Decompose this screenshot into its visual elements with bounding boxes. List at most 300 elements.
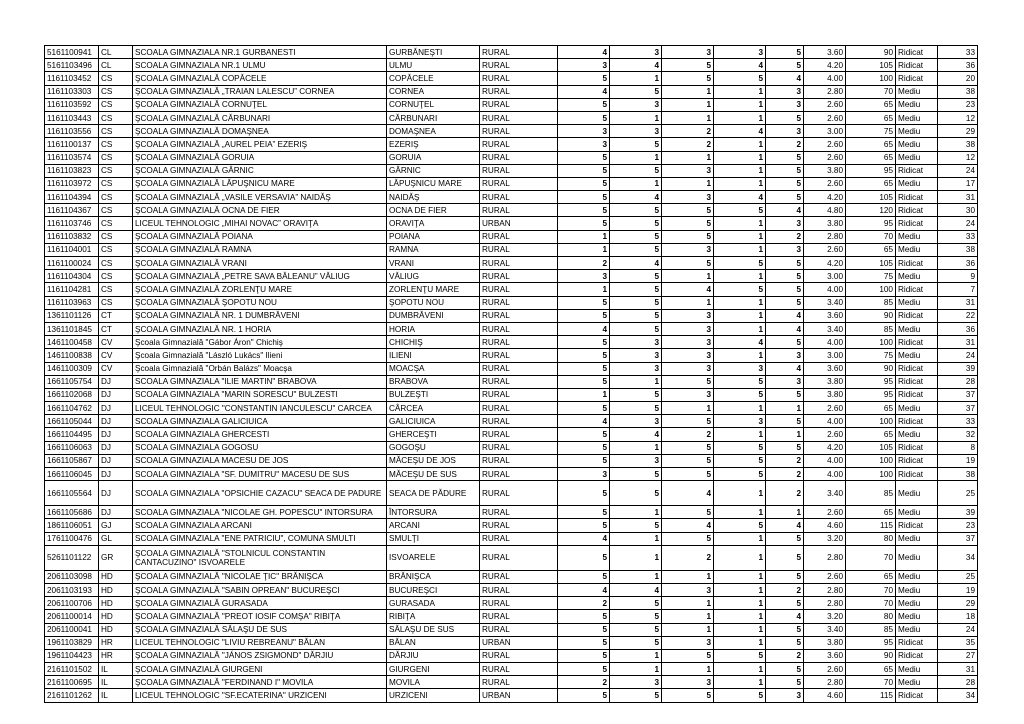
rank-cell: 36 — [938, 322, 978, 335]
school-code-cell: 1961103829 — [45, 636, 99, 649]
rank-cell: 8 — [938, 441, 978, 454]
table-row — [45, 676, 978, 689]
rank-cell: 37 — [938, 388, 978, 401]
points-cell: 115 — [846, 689, 896, 702]
score-2-cell: 3 — [610, 676, 662, 689]
average-cell: 3.80 — [804, 217, 846, 230]
school-code-cell: 1161104367 — [45, 204, 99, 217]
points-cell: 65 — [846, 428, 896, 441]
score-5-cell: 3 — [766, 689, 804, 702]
score-1-cell: 5 — [558, 375, 610, 388]
county-cell: DJ — [99, 468, 133, 481]
county-cell: CS — [99, 111, 133, 124]
score-1-cell: 5 — [558, 72, 610, 85]
score-4-cell: 1 — [714, 481, 766, 506]
school-name-cell: SCOALA GIMNAZIALA "ENE PATRICIU", COMUNA SMULTI — [133, 532, 387, 545]
level-cell: Ridicat — [896, 375, 938, 388]
rank-cell: 24 — [938, 349, 978, 362]
points-cell: 80 — [846, 532, 896, 545]
score-4-cell: 1 — [714, 111, 766, 124]
average-cell: 2.60 — [804, 570, 846, 583]
score-3-cell: 1 — [662, 623, 714, 636]
school-code-cell: 1161100137 — [45, 138, 99, 151]
rank-cell: 33 — [938, 415, 978, 428]
score-2-cell: 4 — [610, 583, 662, 596]
score-2-cell: 3 — [610, 349, 662, 362]
table-row — [45, 46, 978, 59]
school-code-cell: 1361101845 — [45, 322, 99, 335]
score-3-cell: 5 — [662, 375, 714, 388]
rank-cell: 36 — [938, 257, 978, 270]
score-3-cell: 5 — [662, 454, 714, 467]
score-1-cell: 5 — [558, 441, 610, 454]
level-cell: Mediu — [896, 98, 938, 111]
score-5-cell: 2 — [766, 138, 804, 151]
score-3-cell: 1 — [662, 570, 714, 583]
table-row — [45, 59, 978, 72]
average-cell: 4.00 — [804, 283, 846, 296]
county-cell: HD — [99, 597, 133, 610]
table-row — [45, 428, 978, 441]
score-3-cell: 4 — [662, 519, 714, 532]
area-cell: URBAN — [480, 636, 558, 649]
area-cell: RURAL — [480, 98, 558, 111]
points-cell: 90 — [846, 649, 896, 662]
level-cell: Mediu — [896, 545, 938, 570]
score-5-cell: 4 — [766, 204, 804, 217]
rank-cell: 23 — [938, 98, 978, 111]
locality-cell: ILIENI — [387, 349, 480, 362]
score-5-cell: 5 — [766, 623, 804, 636]
area-cell: RURAL — [480, 138, 558, 151]
score-2-cell: 1 — [610, 570, 662, 583]
points-cell: 95 — [846, 388, 896, 401]
score-2-cell: 1 — [610, 72, 662, 85]
score-3-cell: 5 — [662, 59, 714, 72]
school-name-cell: SCOALA GIMNAZIALA NR.1 GURBANESTI — [133, 46, 387, 59]
county-cell: CS — [99, 125, 133, 138]
level-cell: Mediu — [896, 230, 938, 243]
score-4-cell: 1 — [714, 151, 766, 164]
level-cell: Ridicat — [896, 59, 938, 72]
score-2-cell: 1 — [610, 177, 662, 190]
school-name-cell: ŞCOALA GIMNAZIALĂ „AUREL PEIA” EZERIŞ — [133, 138, 387, 151]
level-cell: Ridicat — [896, 441, 938, 454]
average-cell: 4.60 — [804, 519, 846, 532]
points-cell: 75 — [846, 349, 896, 362]
school-code-cell: 1161100024 — [45, 257, 99, 270]
score-3-cell: 1 — [662, 151, 714, 164]
score-5-cell: 5 — [766, 441, 804, 454]
school-name-cell: ŞCOALA GIMNAZIALĂ CORNUŢEL — [133, 98, 387, 111]
locality-cell: GURASADA — [387, 597, 480, 610]
school-name-cell: ŞCOALA GIMNAZIALĂ GURASADA — [133, 597, 387, 610]
points-cell: 100 — [846, 72, 896, 85]
average-cell: 2.60 — [804, 151, 846, 164]
score-2-cell: 3 — [610, 415, 662, 428]
county-cell: CS — [99, 283, 133, 296]
score-3-cell: 5 — [662, 72, 714, 85]
score-3-cell: 1 — [662, 610, 714, 623]
score-1-cell: 5 — [558, 217, 610, 230]
rank-cell: 9 — [938, 270, 978, 283]
average-cell: 3.20 — [804, 532, 846, 545]
rank-cell: 7 — [938, 283, 978, 296]
locality-cell: ULMU — [387, 59, 480, 72]
county-cell: CV — [99, 336, 133, 349]
score-4-cell: 1 — [714, 428, 766, 441]
score-2-cell: 5 — [610, 623, 662, 636]
school-name-cell: LICEUL TEHNOLOGIC "SF.ECATERINA" URZICENI — [133, 689, 387, 702]
locality-cell: BULZEŞTI — [387, 388, 480, 401]
county-cell: HD — [99, 583, 133, 596]
score-4-cell: 5 — [714, 72, 766, 85]
score-5-cell: 3 — [766, 98, 804, 111]
rank-cell: 25 — [938, 481, 978, 506]
rank-cell: 39 — [938, 506, 978, 519]
area-cell: RURAL — [480, 257, 558, 270]
school-name-cell: ŞCOALA GIMNAZIALĂ "FERDINAND I" MOVILA — [133, 676, 387, 689]
table-row — [45, 623, 978, 636]
points-cell: 65 — [846, 243, 896, 256]
school-name-cell: ŞCOALA GIMNAZIALĂ "PREOT IOSIF COMŞA" RIBIŢA — [133, 610, 387, 623]
school-name-cell: ŞCOALA GIMNAZIALĂ POIANA — [133, 230, 387, 243]
score-3-cell: 3 — [662, 362, 714, 375]
school-code-cell: 1361101126 — [45, 309, 99, 322]
points-cell: 105 — [846, 191, 896, 204]
school-code-cell: 1661102068 — [45, 388, 99, 401]
points-cell: 90 — [846, 362, 896, 375]
school-name-cell: ŞCOALA GIMNAZIALĂ COPĂCELE — [133, 72, 387, 85]
score-2-cell: 5 — [610, 204, 662, 217]
area-cell: RURAL — [480, 506, 558, 519]
county-cell: CS — [99, 270, 133, 283]
score-1-cell: 5 — [558, 336, 610, 349]
score-5-cell: 5 — [766, 676, 804, 689]
average-cell: 3.40 — [804, 296, 846, 309]
school-name-cell: ŞCOALA GIMNAZIALĂ GORUIA — [133, 151, 387, 164]
area-cell: RURAL — [480, 191, 558, 204]
score-1-cell: 5 — [558, 111, 610, 124]
score-3-cell: 5 — [662, 468, 714, 481]
score-1-cell: 5 — [558, 191, 610, 204]
locality-cell: GORUIA — [387, 151, 480, 164]
school-name-cell: ŞCOALA GIMNAZIALĂ GIURGENI — [133, 663, 387, 676]
score-3-cell: 3 — [662, 676, 714, 689]
score-5-cell: 3 — [766, 217, 804, 230]
county-cell: CT — [99, 322, 133, 335]
school-name-cell: ŞCOALA GIMNAZIALĂ SĂLAŞU DE SUS — [133, 623, 387, 636]
county-cell: CT — [99, 309, 133, 322]
average-cell: 3.80 — [804, 164, 846, 177]
area-cell: RURAL — [480, 164, 558, 177]
score-5-cell: 4 — [766, 610, 804, 623]
score-4-cell: 5 — [714, 257, 766, 270]
school-code-cell: 1661104495 — [45, 428, 99, 441]
rank-cell: 23 — [938, 519, 978, 532]
score-2-cell: 5 — [610, 270, 662, 283]
score-1-cell: 5 — [558, 296, 610, 309]
score-5-cell: 5 — [766, 177, 804, 190]
score-1-cell: 5 — [558, 570, 610, 583]
score-2-cell: 5 — [610, 243, 662, 256]
table-row — [45, 689, 978, 702]
level-cell: Ridicat — [896, 191, 938, 204]
points-cell: 115 — [846, 519, 896, 532]
average-cell: 4.00 — [804, 336, 846, 349]
area-cell: RURAL — [480, 230, 558, 243]
county-cell: DJ — [99, 375, 133, 388]
rank-cell: 24 — [938, 217, 978, 230]
locality-cell: RIBIŢA — [387, 610, 480, 623]
score-5-cell: 4 — [766, 322, 804, 335]
average-cell: 3.60 — [804, 309, 846, 322]
average-cell: 2.80 — [804, 230, 846, 243]
score-1-cell: 5 — [558, 689, 610, 702]
school-name-cell: ŞCOALA GIMNAZIALĂ NR. 1 HORIA — [133, 322, 387, 335]
score-1-cell: 5 — [558, 98, 610, 111]
score-2-cell: 1 — [610, 375, 662, 388]
score-2-cell: 4 — [610, 428, 662, 441]
area-cell: RURAL — [480, 375, 558, 388]
school-code-cell: 1161103556 — [45, 125, 99, 138]
table-row — [45, 545, 978, 570]
points-cell: 70 — [846, 597, 896, 610]
score-4-cell: 1 — [714, 243, 766, 256]
level-cell: Ridicat — [896, 649, 938, 662]
score-5-cell: 2 — [766, 583, 804, 596]
score-5-cell: 5 — [766, 164, 804, 177]
locality-cell: DĂRJIU — [387, 649, 480, 662]
points-cell: 100 — [846, 454, 896, 467]
school-code-cell: 1461100458 — [45, 336, 99, 349]
average-cell: 2.60 — [804, 138, 846, 151]
rank-cell: 12 — [938, 111, 978, 124]
score-5-cell: 2 — [766, 454, 804, 467]
score-4-cell: 4 — [714, 125, 766, 138]
level-cell: Ridicat — [896, 636, 938, 649]
rank-cell: 33 — [938, 230, 978, 243]
school-name-cell: ŞCOALA GIMNAZIALĂ "JÁNOS ZSIGMOND" DĂRJIU — [133, 649, 387, 662]
area-cell: RURAL — [480, 362, 558, 375]
average-cell: 2.60 — [804, 506, 846, 519]
level-cell: Mediu — [896, 610, 938, 623]
county-cell: CS — [99, 138, 133, 151]
score-4-cell: 1 — [714, 349, 766, 362]
score-1-cell: 1 — [558, 283, 610, 296]
table-row — [45, 454, 978, 467]
points-cell: 120 — [846, 204, 896, 217]
score-1-cell: 5 — [558, 151, 610, 164]
score-3-cell: 1 — [662, 111, 714, 124]
score-3-cell: 1 — [662, 270, 714, 283]
rank-cell: 19 — [938, 583, 978, 596]
level-cell: Mediu — [896, 270, 938, 283]
score-2-cell: 5 — [610, 636, 662, 649]
locality-cell: CÂRCEA — [387, 402, 480, 415]
score-2-cell: 4 — [610, 191, 662, 204]
score-3-cell: 5 — [662, 689, 714, 702]
county-cell: GL — [99, 532, 133, 545]
county-cell: CS — [99, 164, 133, 177]
score-4-cell: 1 — [714, 217, 766, 230]
points-cell: 65 — [846, 98, 896, 111]
school-code-cell: 1661106063 — [45, 441, 99, 454]
score-4-cell: 5 — [714, 441, 766, 454]
average-cell: 4.20 — [804, 191, 846, 204]
area-cell: RURAL — [480, 336, 558, 349]
score-1-cell: 5 — [558, 362, 610, 375]
level-cell: Mediu — [896, 402, 938, 415]
county-cell: DJ — [99, 428, 133, 441]
score-1-cell: 2 — [558, 257, 610, 270]
score-1-cell: 3 — [558, 125, 610, 138]
school-name-cell: LICEUL TEHNOLOGIC "LIVIU REBREANU" BĂLAN — [133, 636, 387, 649]
table-row — [45, 138, 978, 151]
area-cell: RURAL — [480, 415, 558, 428]
locality-cell: DUMBRĂVENI — [387, 309, 480, 322]
score-5-cell: 1 — [766, 506, 804, 519]
county-cell: HD — [99, 570, 133, 583]
score-4-cell: 5 — [714, 468, 766, 481]
level-cell: Ridicat — [896, 519, 938, 532]
rank-cell: 39 — [938, 362, 978, 375]
score-1-cell: 5 — [558, 610, 610, 623]
table-row — [45, 270, 978, 283]
average-cell: 3.80 — [804, 636, 846, 649]
average-cell: 3.60 — [804, 46, 846, 59]
average-cell: 2.60 — [804, 243, 846, 256]
locality-cell: ZORLENŢU MARE — [387, 283, 480, 296]
table-row — [45, 441, 978, 454]
score-5-cell: 1 — [766, 402, 804, 415]
points-cell: 100 — [846, 415, 896, 428]
score-2-cell: 3 — [610, 125, 662, 138]
school-name-cell: SCOALA GIMNAZIALA NR.1 ULMU — [133, 59, 387, 72]
points-cell: 80 — [846, 610, 896, 623]
score-5-cell: 1 — [766, 428, 804, 441]
average-cell: 2.60 — [804, 177, 846, 190]
score-2-cell: 1 — [610, 649, 662, 662]
score-2-cell: 5 — [610, 217, 662, 230]
points-cell: 85 — [846, 322, 896, 335]
average-cell: 3.00 — [804, 125, 846, 138]
area-cell: URBAN — [480, 217, 558, 230]
school-code-cell: 1161103972 — [45, 177, 99, 190]
score-2-cell: 5 — [610, 519, 662, 532]
rank-cell: 24 — [938, 164, 978, 177]
area-cell: URBAN — [480, 689, 558, 702]
level-cell: Mediu — [896, 623, 938, 636]
rank-cell: 38 — [938, 85, 978, 98]
average-cell: 3.00 — [804, 270, 846, 283]
score-3-cell: 3 — [662, 349, 714, 362]
area-cell: RURAL — [480, 610, 558, 623]
rank-cell: 18 — [938, 610, 978, 623]
score-3-cell: 5 — [662, 257, 714, 270]
table-row — [45, 481, 978, 506]
table-row — [45, 151, 978, 164]
score-2-cell: 5 — [610, 164, 662, 177]
school-code-cell: 1961104423 — [45, 649, 99, 662]
score-4-cell: 1 — [714, 545, 766, 570]
county-cell: CL — [99, 46, 133, 59]
school-code-cell: 1461100838 — [45, 349, 99, 362]
county-cell: DJ — [99, 441, 133, 454]
points-cell: 100 — [846, 283, 896, 296]
area-cell: RURAL — [480, 402, 558, 415]
school-code-cell: 1661105754 — [45, 375, 99, 388]
county-cell: DJ — [99, 415, 133, 428]
rank-cell: 31 — [938, 191, 978, 204]
school-name-cell: ŞCOALA GIMNAZIALĂ "STOLNICUL CONSTANTIN CANTACUZINO" ISVOARELE — [133, 545, 387, 570]
level-cell: Ridicat — [896, 309, 938, 322]
school-code-cell: 1161103592 — [45, 98, 99, 111]
school-code-cell: 2161100695 — [45, 676, 99, 689]
score-2-cell: 1 — [610, 506, 662, 519]
locality-cell: VRANI — [387, 257, 480, 270]
average-cell: 4.00 — [804, 72, 846, 85]
score-4-cell: 1 — [714, 230, 766, 243]
score-1-cell: 4 — [558, 532, 610, 545]
average-cell: 2.80 — [804, 583, 846, 596]
average-cell: 3.60 — [804, 362, 846, 375]
level-cell: Ridicat — [896, 415, 938, 428]
points-cell: 100 — [846, 336, 896, 349]
locality-cell: CORNUŢEL — [387, 98, 480, 111]
rank-cell: 33 — [938, 46, 978, 59]
score-5-cell: 5 — [766, 545, 804, 570]
school-code-cell: 2061100041 — [45, 623, 99, 636]
county-cell: CV — [99, 362, 133, 375]
score-1-cell: 5 — [558, 481, 610, 506]
score-2-cell: 3 — [610, 454, 662, 467]
level-cell: Ridicat — [896, 217, 938, 230]
area-cell: RURAL — [480, 296, 558, 309]
rank-cell: 32 — [938, 428, 978, 441]
score-3-cell: 1 — [662, 98, 714, 111]
school-name-cell: ŞCOALA GIMNAZIALĂ OCNA DE FIER — [133, 204, 387, 217]
area-cell: RURAL — [480, 111, 558, 124]
county-cell: IL — [99, 689, 133, 702]
score-5-cell: 5 — [766, 663, 804, 676]
locality-cell: BĂLAN — [387, 636, 480, 649]
school-code-cell: 1161104394 — [45, 191, 99, 204]
score-3-cell: 5 — [662, 204, 714, 217]
table-row — [45, 649, 978, 662]
area-cell: RURAL — [480, 649, 558, 662]
score-5-cell: 5 — [766, 570, 804, 583]
level-cell: Mediu — [896, 349, 938, 362]
score-2-cell: 5 — [610, 689, 662, 702]
score-3-cell: 3 — [662, 388, 714, 401]
score-4-cell: 3 — [714, 46, 766, 59]
rank-cell: 38 — [938, 468, 978, 481]
area-cell: RURAL — [480, 283, 558, 296]
school-code-cell: 1861106051 — [45, 519, 99, 532]
school-code-cell: 1161104281 — [45, 283, 99, 296]
score-3-cell: 1 — [662, 663, 714, 676]
score-2-cell: 1 — [610, 532, 662, 545]
locality-cell: ÎNTORSURA — [387, 506, 480, 519]
level-cell: Mediu — [896, 583, 938, 596]
school-code-cell: 2161101262 — [45, 689, 99, 702]
average-cell: 3.80 — [804, 388, 846, 401]
score-5-cell: 2 — [766, 230, 804, 243]
rank-cell: 37 — [938, 532, 978, 545]
school-name-cell: SCOALA GIMNAZIALA GHERCESTI — [133, 428, 387, 441]
score-2-cell: 5 — [610, 322, 662, 335]
